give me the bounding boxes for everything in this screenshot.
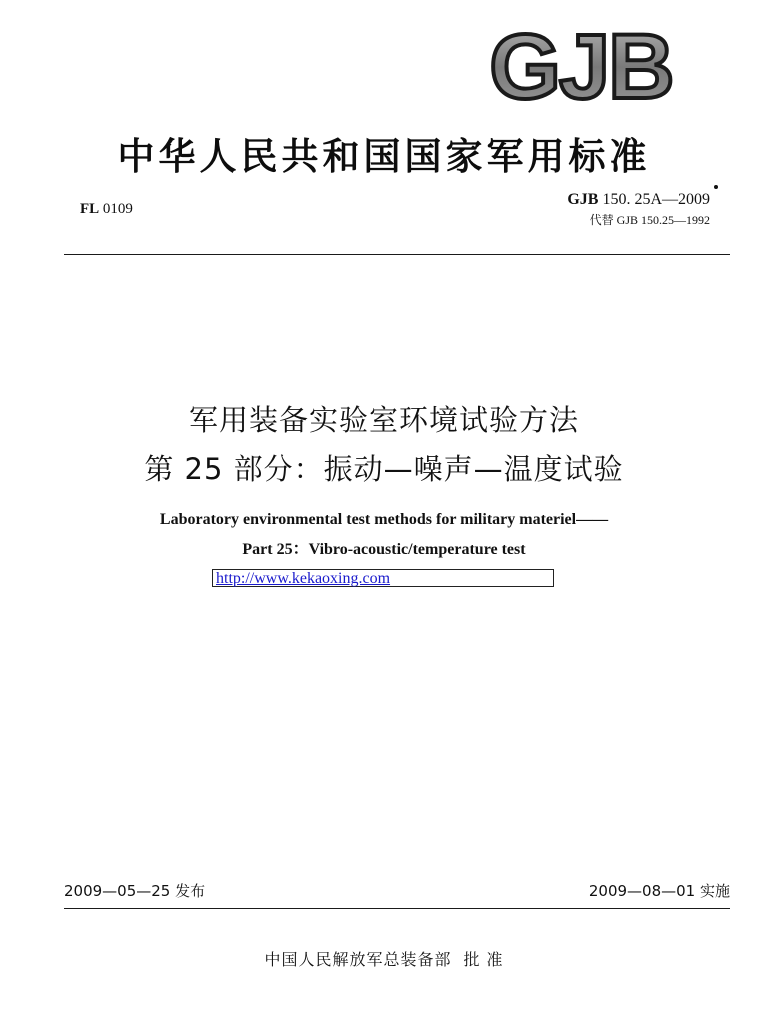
mark-dot — [714, 185, 718, 189]
standard-number — [567, 191, 710, 209]
approval-authority: 中国人民解放军总装备部 — [264, 950, 452, 969]
standard-number-prefix: GJB — [567, 191, 599, 208]
approval-action: 批 准 — [463, 950, 504, 969]
header-divider — [64, 254, 730, 255]
logo-text: GJB — [489, 20, 673, 108]
url-box — [212, 569, 554, 587]
title-en-line2: Part 25：Vibro-acoustic/temperature test — [242, 541, 526, 558]
gjb-logo — [470, 20, 692, 108]
title-zh-line1: 军用装备实验室环境试验方法 — [188, 403, 579, 437]
website-link[interactable]: http://www.kekaoxing.com — [216, 570, 391, 587]
footer-divider — [64, 908, 730, 909]
classification-code — [80, 201, 133, 218]
approval-line — [0, 947, 768, 970]
classification-number: 0109 — [102, 201, 133, 217]
standard-number-block — [567, 191, 710, 228]
implementation-date: 2009—08—01 实施 — [588, 882, 730, 900]
replaces-note: 代替 GJB 150.25—1992 — [589, 213, 710, 227]
classification-prefix: FL — [80, 201, 100, 217]
standard-title: 中华人民共和国国家军用标准 — [117, 134, 651, 178]
standard-number-value: 150. 25A—2009 — [602, 191, 710, 208]
title-zh-line2: 第 25 部分：振动—噪声—温度试验 — [144, 452, 624, 486]
issue-date: 2009—05—25 发布 — [64, 882, 206, 900]
title-en-line1: Laboratory environmental test methods for military materiel—— — [159, 511, 609, 528]
